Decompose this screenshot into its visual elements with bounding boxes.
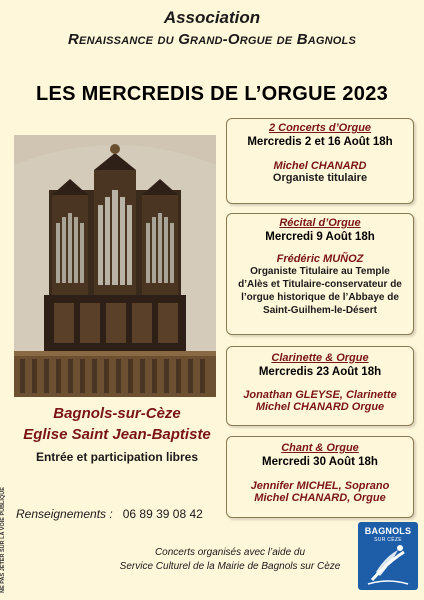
event-performer: Michel CHANARD Orgue — [255, 401, 385, 413]
page-title: LES MERCREDIS DE L’ORGUE 2023 — [35, 83, 389, 105]
legal-notice-text: NE PAS JETER SUR LA VOIE PUBLIQUE — [0, 487, 6, 593]
town-logo — [358, 522, 418, 590]
logo-line1: BAGNOLS — [364, 526, 412, 536]
venue-info — [14, 405, 220, 464]
event-performer: Michel CHANARD, Orgue — [254, 492, 386, 504]
event-performer: Michel CHANARD — [273, 160, 367, 172]
event-card — [226, 118, 414, 204]
event-role-line: l’orgue historique de l’Abbaye de — [241, 292, 399, 303]
event-type: Récital d’Orgue — [279, 217, 361, 229]
logo-line2: SUR CÈZE — [374, 537, 402, 543]
venue-entry: Entrée et participation libres — [35, 450, 199, 464]
venue-town: Bagnols-sur-Cèze — [53, 405, 181, 422]
organ-photo — [14, 135, 216, 397]
event-type: Chant & Orgue — [281, 442, 359, 454]
event-date: Mercredi 30 Août 18h — [262, 456, 378, 468]
legal-notice — [0, 480, 10, 600]
event-type: Clarinette & Orgue — [271, 352, 369, 364]
event-date: Mercredis 23 Août 18h — [258, 366, 382, 378]
event-card — [226, 346, 414, 426]
event-date: Mercredis 2 et 16 Août 18h — [247, 136, 393, 148]
event-role-line: Organiste Titulaire au Temple — [250, 266, 390, 277]
venue-church: Eglise Saint Jean-Baptiste — [23, 426, 211, 443]
event-date: Mercredi 9 Août 18h — [265, 231, 375, 243]
event-performer: Jennifer MICHEL, Soprano — [250, 480, 390, 492]
association-name: Renaissance du Grand-Orgue de Bagnols — [68, 31, 356, 48]
footer-credits — [110, 546, 350, 574]
association-label: Association — [163, 8, 261, 27]
event-role: Organiste titulaire — [272, 172, 368, 184]
contact-label: Renseignements : — [16, 507, 113, 521]
logo-figure-icon — [358, 522, 418, 590]
event-performer: Frédéric MUÑOZ — [276, 253, 364, 265]
footer-line: Service Culturel de la Mairie de Bagnols sur Cèze — [119, 561, 341, 572]
event-role-line: Saint-Guilhem-le-Désert — [263, 305, 377, 316]
footer-line: Concerts organisés avec l’aide du — [154, 547, 306, 558]
event-performer: Jonathan GLEYSE, Clarinette — [243, 389, 397, 401]
organ-illustration — [14, 135, 216, 397]
event-card — [226, 436, 414, 518]
event-card — [226, 213, 414, 335]
event-role-line: d’Alès et Titulaire-conservateur de — [238, 279, 402, 290]
event-type: 2 Concerts d’Orgue — [268, 122, 372, 134]
contact-phone[interactable]: 06 89 39 08 42 — [122, 507, 203, 521]
contact-line — [16, 507, 220, 521]
